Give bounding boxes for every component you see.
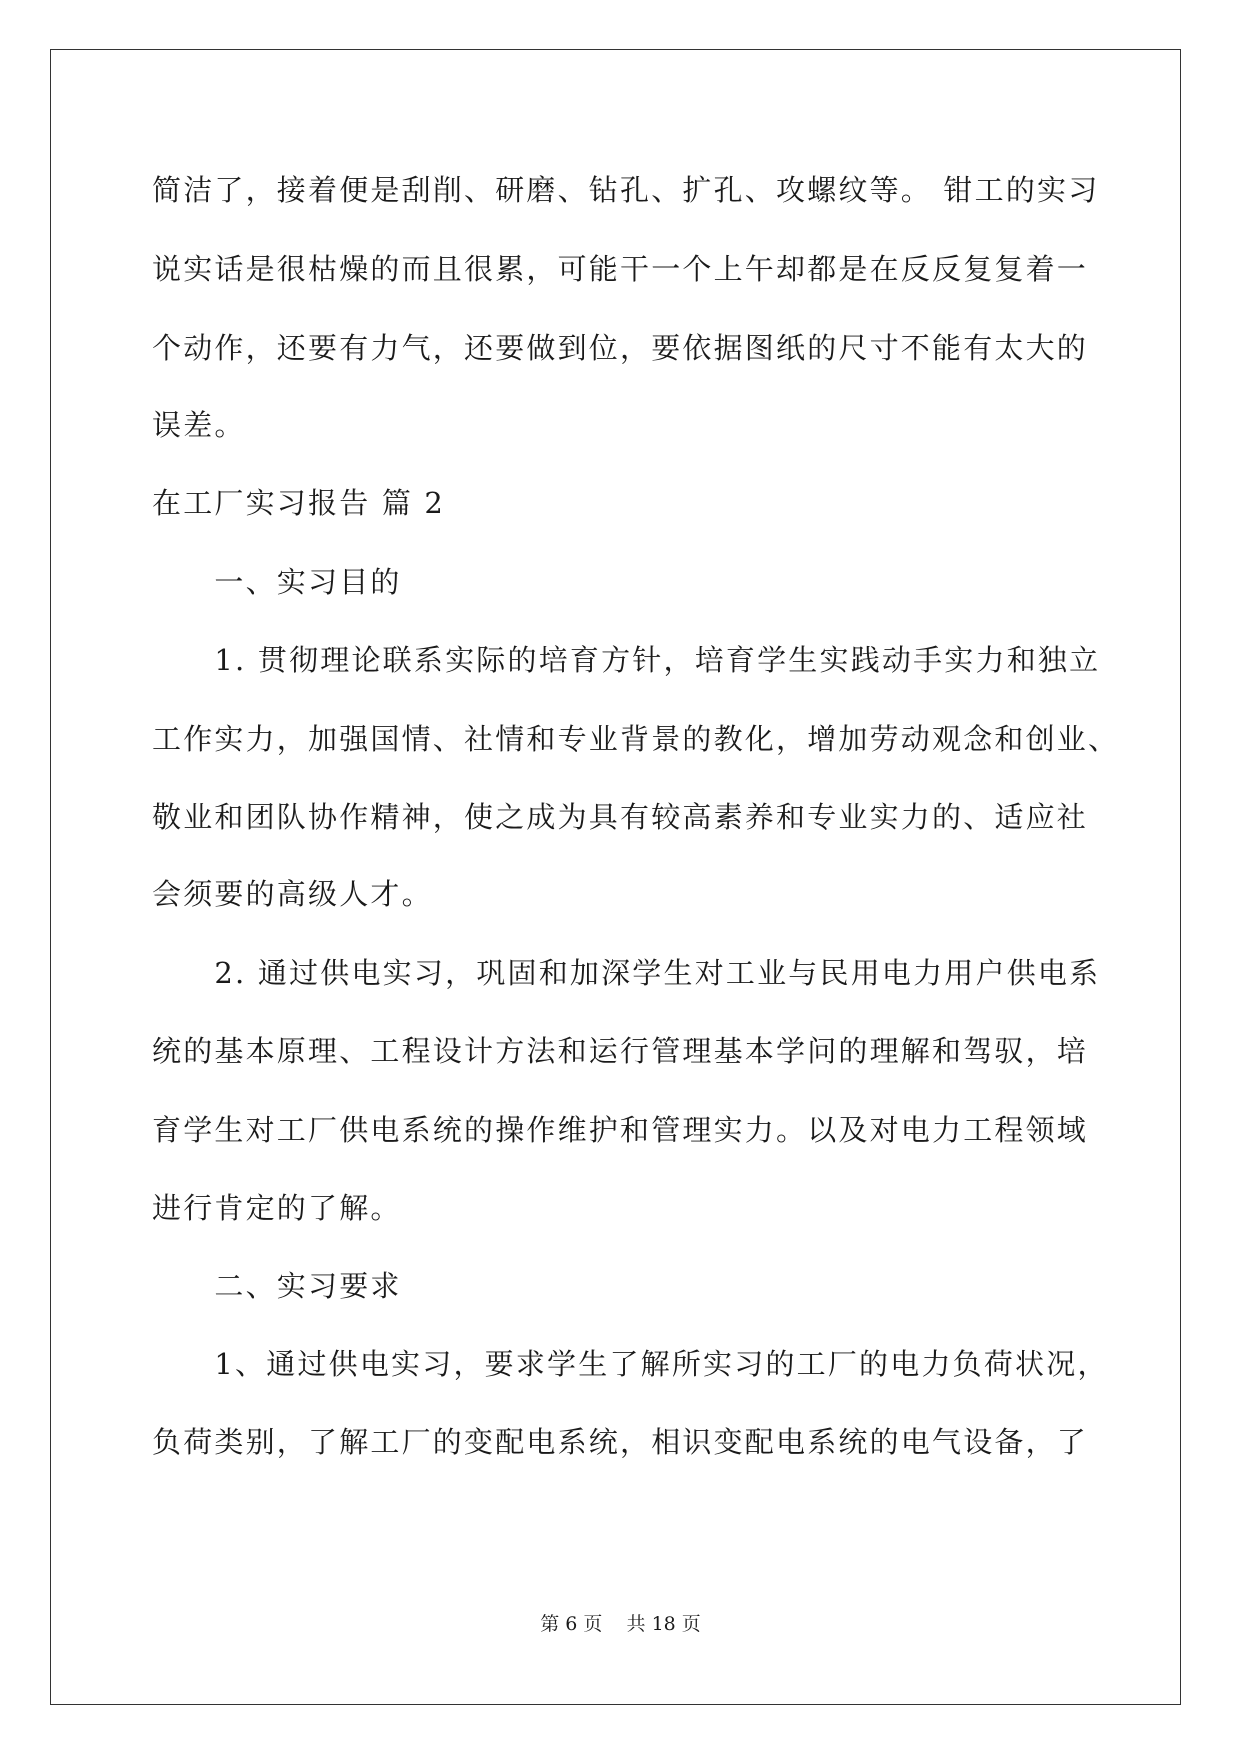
text-line: 负荷类别，了解工厂的变配电系统，相识变配电系统的电气设备，了 [152, 1425, 1089, 1459]
text-line: 说实话是很枯燥的而且很累，可能干一个上午却都是在反反复复着一 [152, 252, 1089, 286]
text-line: 1. 贯彻理论联系实际的培育方针，培育学生实践动手实力和独立 [152, 643, 1101, 677]
page-footer [0, 1612, 1241, 1636]
text-line: 1、通过供电实习，要求学生了解所实习的工厂的电力负荷状况， [152, 1347, 1109, 1381]
section-heading: 在工厂实习报告 篇 2 [152, 486, 446, 520]
subsection-heading: 二、实习要求 [152, 1269, 402, 1303]
subsection-heading: 一、实习目的 [152, 565, 402, 599]
text-line: 2. 通过供电实习，巩固和加深学生对工业与民用电力用户供电系 [152, 956, 1101, 990]
text-line: 误差。 [152, 408, 246, 442]
text-line: 育学生对工厂供电系统的操作维护和管理实力。以及对电力工程领域 [152, 1113, 1089, 1147]
text-line: 个动作，还要有力气，还要做到位，要依据图纸的尺寸不能有太大的 [152, 331, 1089, 365]
text-line: 工作实力，加强国情、社情和专业背景的教化，增加劳动观念和创业、 [152, 722, 1120, 756]
page-number: 第 6 页 [540, 1613, 603, 1635]
text-line: 简洁了，接着便是刮削、研磨、钻孔、扩孔、攻螺纹等。 钳工的实习 [152, 173, 1100, 207]
page-total: 共 18 页 [626, 1613, 701, 1635]
text-line: 会须要的高级人才。 [152, 877, 433, 911]
text-line: 进行肯定的了解。 [152, 1191, 402, 1225]
text-line: 敬业和团队协作精神，使之成为具有较高素养和专业实力的、适应社 [152, 800, 1089, 834]
text-line: 统的基本原理、工程设计方法和运行管理基本学问的理解和驾驭，培 [152, 1034, 1089, 1068]
